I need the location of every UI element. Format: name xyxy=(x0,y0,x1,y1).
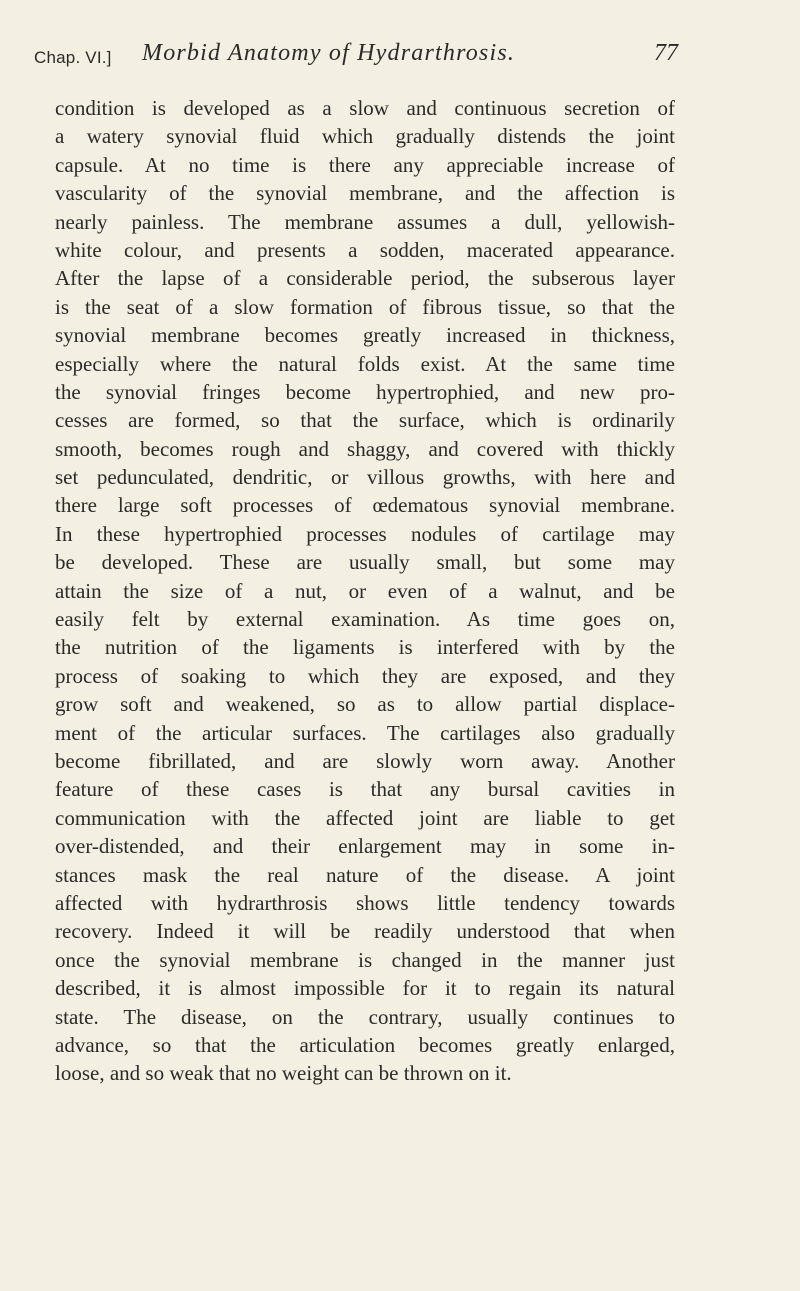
text-line: especially where the natural folds exist. At the same time xyxy=(55,351,675,376)
text-line: state. The disease, on the contrary, usually continues to xyxy=(55,1004,675,1029)
text-line: over-distended, and their enlargement may in some in- xyxy=(55,834,675,859)
chapter-label: Chap. VI.] xyxy=(34,48,112,67)
text-line: advance, so that the articulation becomes greatly enlarged, xyxy=(55,1032,675,1057)
text-line: smooth, becomes rough and shaggy, and covered with thickly xyxy=(55,436,675,461)
body-paragraph xyxy=(55,94,675,1088)
running-head xyxy=(34,40,678,80)
text-line: once the synovial membrane is changed in the manner just xyxy=(55,947,675,972)
text-line: recovery. Indeed it will be readily understood that when xyxy=(55,919,675,944)
text-line: is the seat of a slow formation of fibrous tissue, so that the xyxy=(55,294,675,319)
text-line: nearly painless. The membrane assumes a dull, yellowish- xyxy=(55,209,675,234)
text-line: attain the size of a nut, or even of a walnut, and be xyxy=(55,578,675,603)
text-line: be developed. These are usually small, but some may xyxy=(55,550,675,575)
text-line: become fibrillated, and are slowly worn away. Another xyxy=(55,748,675,773)
text-line: condition is developed as a slow and continuous secretion of xyxy=(55,96,675,120)
text-line: capsule. At no time is there any appreciable increase of xyxy=(55,152,675,177)
text-line: white colour, and presents a sodden, macerated appearance. xyxy=(55,237,675,262)
text-line: cesses are formed, so that the surface, which is ordinarily xyxy=(55,408,675,433)
text-line: synovial membrane becomes greatly increased in thickness, xyxy=(55,323,675,348)
text-line: In these hypertrophied processes nodules of cartilage may xyxy=(55,521,675,546)
text-line: easily felt by external examination. As time goes on, xyxy=(55,607,675,632)
running-title: Morbid Anatomy of Hydrarthrosis. xyxy=(142,40,516,66)
text-line: affected with hydrarthrosis shows little tendency towards xyxy=(55,890,675,915)
text-line: stances mask the real nature of the disease. A joint xyxy=(55,862,675,887)
text-line: communication with the affected joint are liable to get xyxy=(55,805,675,830)
text-line: loose, and so weak that no weight can be thrown on it. xyxy=(55,1061,512,1086)
text-line: set pedunculated, dendritic, or villous growths, with here and xyxy=(55,465,675,490)
text-line: grow soft and weakened, so as to allow partial displace- xyxy=(55,692,675,717)
text-line: ment of the articular surfaces. The cartilages also gradually xyxy=(55,720,675,745)
text-line: described, it is almost impossible for it to regain its natural xyxy=(55,976,675,1001)
text-line: there large soft processes of œdematous synovial membrane. xyxy=(55,493,675,518)
text-line: feature of these cases is that any bursal cavities in xyxy=(55,777,675,802)
page-number: 77 xyxy=(654,40,678,66)
text-line: process of soaking to which they are exposed, and they xyxy=(55,663,675,688)
text-line: the synovial fringes become hypertrophied, and new pro- xyxy=(55,379,675,404)
text-line: the nutrition of the ligaments is interfered with by the xyxy=(55,635,675,660)
text-line: vascularity of the synovial membrane, and the affection is xyxy=(55,181,675,206)
text-line: After the lapse of a considerable period, the subserous layer xyxy=(55,266,675,291)
text-line: a watery synovial fluid which gradually distends the joint xyxy=(55,124,675,149)
